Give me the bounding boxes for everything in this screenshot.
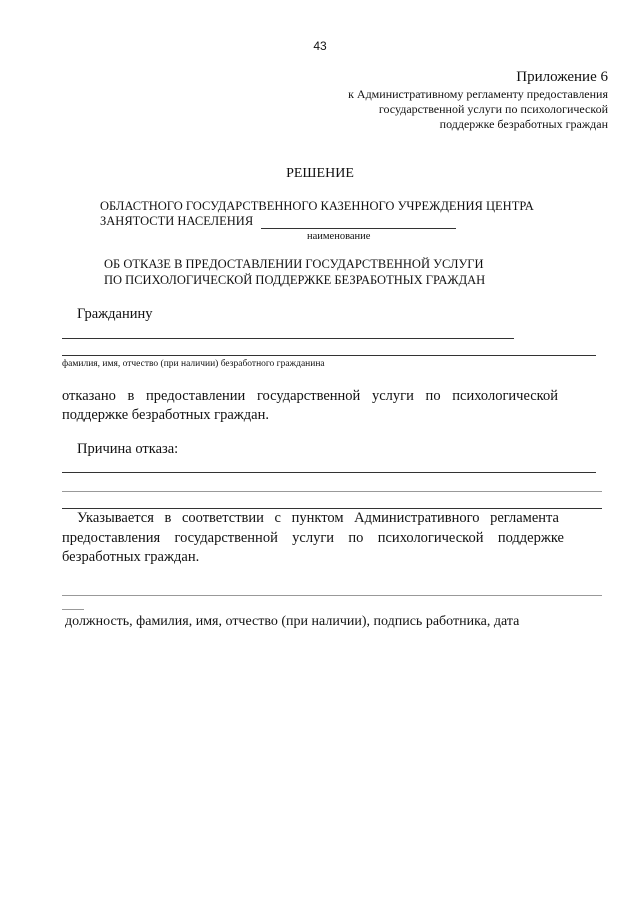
refusal-line-2: поддержке безработных граждан.: [62, 407, 270, 423]
decision-heading: РЕШЕНИЕ: [286, 166, 354, 181]
page-number: 43: [313, 39, 327, 53]
subject-line-1: ОБ ОТКАЗЕ В ПРЕДОСТАВЛЕНИИ ГОСУДАРСТВЕННОЙ УСЛУГИ: [104, 257, 484, 271]
signature-field[interactable]: [62, 595, 602, 596]
signature-mark: [62, 609, 84, 610]
reason-field-3[interactable]: [62, 508, 602, 509]
citizen-name-field-1[interactable]: [62, 338, 514, 339]
appendix-title: Приложение 6: [516, 69, 608, 85]
institution-caption: наименование: [307, 231, 371, 242]
reason-field-2[interactable]: [62, 491, 602, 492]
institution-name-field[interactable]: [261, 228, 456, 229]
appendix-line-1: к Административному регламенту предоставления: [348, 87, 608, 101]
note-line-2: предоставления государственной услуги по психологической поддержке: [62, 530, 564, 546]
signature-caption: должность, фамилия, имя, отчество (при наличии), подпись работника, дата: [65, 614, 520, 629]
appendix-line-3: поддержке безработных граждан: [439, 117, 608, 131]
note-line-1: Указывается в соответствии с пунктом Административного регламента: [77, 510, 559, 526]
institution-line-1: ОБЛАСТНОГО ГОСУДАРСТВЕННОГО КАЗЕННОГО УЧРЕЖДЕНИЯ ЦЕНТРА: [100, 199, 534, 213]
refusal-line-1: отказано в предоставлении государственной услуги по психологической: [62, 388, 558, 404]
institution-line-2: ЗАНЯТОСТИ НАСЕЛЕНИЯ: [100, 214, 254, 228]
note-line-3: безработных граждан.: [62, 549, 200, 565]
subject-line-2: ПО ПСИХОЛОГИЧЕСКОЙ ПОДДЕРЖКЕ БЕЗРАБОТНЫХ ГРАЖДАН: [104, 273, 486, 287]
citizen-label: Гражданину: [77, 306, 153, 322]
citizen-caption: фамилия, имя, отчество (при наличии) безработного гражданина: [62, 359, 325, 369]
appendix-line-2: государственной услуги по психологической: [378, 102, 608, 116]
citizen-name-field-2[interactable]: [62, 355, 596, 356]
reason-label: Причина отказа:: [77, 441, 179, 457]
reason-field-1[interactable]: [62, 472, 596, 473]
